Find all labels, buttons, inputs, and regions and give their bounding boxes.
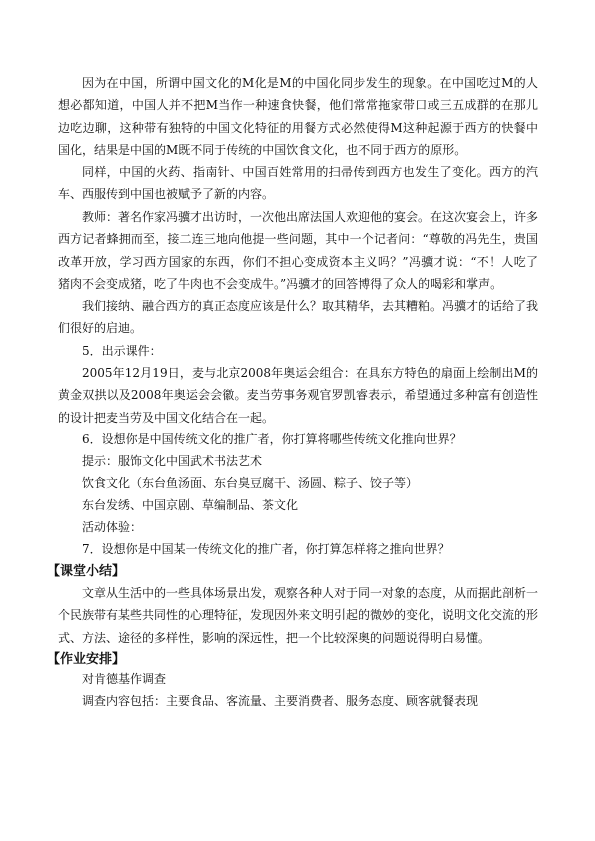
hint-line: 提示：服饰文化中国武术书法艺术	[82, 454, 263, 468]
paragraph-olympic-design: 2005年12月19日，麦与北京2008年奥运会组合：在具东方特色的扇面上绘制出M的黄金双拱以及2008年奥运会会徽。麦当劳事务观官罗凯睿表示，希望通过多种富有创造性的设计把麦当劳及中国文化结合在一起。	[58, 366, 538, 425]
step-5-label: 5．出示课件：	[82, 344, 162, 358]
food-culture-line: 饮食文化（东台鱼汤面、东台臭豆腐干、汤圆、粽子、饺子等）	[82, 476, 419, 490]
homework-survey-contents: 调查内容包括：主要食品、客流量、主要消费者、服务态度、顾客就餐表现	[82, 694, 479, 708]
crafts-line: 东台发绣、中国京剧、草编制品、茶文化	[82, 498, 299, 512]
homework-heading: 【作业安排】	[47, 652, 126, 667]
paragraph-attitude-question: 我们接纳、融合西方的真正态度应该是什么？取其精华，去其糟粕。冯骥才的话给了我们很好的启迪。	[58, 299, 539, 336]
paragraph-mcdonalds-localization: 因为在中国，所谓中国文化的M化是M的中国化同步发生的现象。在中国吃过M的人想必都知道，中国人并不把M当作一种速食快餐，他们常常拖家带口或三五成群的在那儿边吃边聊，这种带有独特的中国文化特征的用餐方式必然使得M这种起源于西方的快餐中国化，结果是中国的M既不同于传统的中国饮食文化，也不同于西方的原形。	[58, 76, 538, 157]
paragraph-feng-jicai-story: 教师：著名作家冯骥才出访时，一次他出席法国人欢迎他的宴会。在这次宴会上，许多西方记者蜂拥而至，接二连三地向他提一些问题，其中一个记者问：“尊敬的冯先生，贵国改革开放，学习西方国家的东西，你们不担心变成资本主义吗？”冯骥才说：“不！人吃了猪肉不会变成猪，吃了牛肉也不会变成牛。”冯骥才的回答博得了众人的喝彩和掌声。	[58, 210, 539, 291]
step-6-question: 6．设想你是中国传统文化的推广者，你打算将哪些传统文化推向世界？	[82, 432, 462, 446]
paragraph-cultural-exchange-examples: 同样，中国的火药、指南针、中国百姓常用的扫帚传到西方也发生了变化。西方的汽车、西服传到中国也被赋予了新的内容。	[58, 165, 538, 202]
step-7-question: 7．设想你是中国某一传统文化的推广者，你打算怎样将之推向世界？	[82, 542, 450, 556]
summary-heading: 【课堂小结】	[47, 564, 126, 579]
summary-paragraph: 文章从生活中的一些具体场景出发，观察各种人对于同一对象的态度，从而据此剖析一个民族带有某些共同性的心理特征，发现因外来文明引起的微妙的变化，说明文化交流的形式、方法、途径的多样性，影响的深远性，把一个比较深奥的问题说得明白易懂。	[58, 586, 539, 645]
activity-label: 活动体验：	[82, 520, 143, 534]
homework-task: 对肯德基作调查	[82, 672, 167, 686]
